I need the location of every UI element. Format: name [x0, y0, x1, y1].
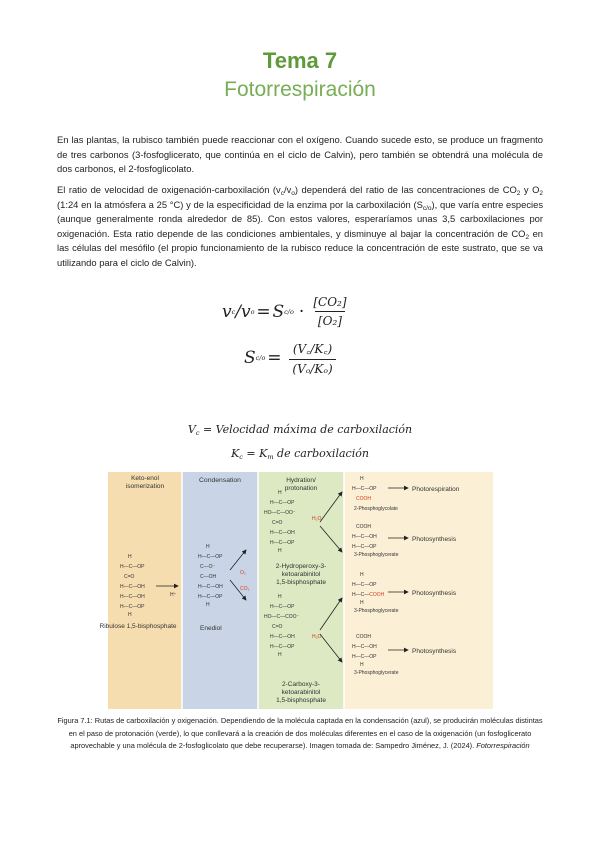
svg-text:H—C—OH: H—C—OH [270, 530, 295, 536]
svg-text:H—C—OH: H—C—OH [120, 584, 145, 590]
svg-text:H—C—OP: H—C—OP [270, 604, 295, 610]
svg-text:C—OH: C—OH [200, 574, 217, 580]
label-hydroperoxy-1: 2-Hydroperoxy-3- [275, 563, 327, 570]
svg-text:H: H [206, 544, 210, 550]
label-rubp: Ribulose 1,5-bisphosphate [99, 623, 177, 630]
header-hydration: Hydration/ protonation [284, 477, 318, 492]
co2-label: CO₂ [240, 586, 250, 592]
def2-mid: = K [242, 447, 268, 460]
caption-text: Figura 7.1: Rutas de carboxilación y oxigenación. Dependiendo de la molécula captada en la condensación (azul), se producirán moléculas distintas en el paso de protonación (verde), lo que conllevará a la creación de dos moléculas diferentes en el caso de la oxigenación (un fosfoglicerato aprovechable y una molécula de 2-fosfoglicolato que debe recuperarse). Imagen tomada de: Sampedro Jiménez, J. (2024). [57, 716, 543, 750]
o2-label: O₂ [240, 570, 246, 576]
p2-vc: v [276, 184, 281, 195]
definition-kc [0, 447, 600, 460]
svg-text:HO—C—COO⁻: HO—C—COO⁻ [264, 614, 300, 620]
equation-specificity: S c/o = $\frac{(V꜀/K꜀)}{\text{(Vₒ/Kₒ)}}$ [244, 340, 336, 376]
svg-text:COOH: COOH [356, 634, 371, 640]
p2-co2b-sub: 2 [525, 233, 530, 241]
svg-text:H: H [360, 600, 364, 606]
label-pglycerate-3: 3-Phosphoglycerate [354, 670, 399, 676]
outcome-photosynthesis-2: Photosynthesis [412, 590, 457, 597]
figure-caption [57, 715, 543, 753]
def2-text: de carboxilación [273, 447, 369, 460]
eq2-equals: = [267, 348, 282, 368]
eq1-fraction [310, 295, 349, 328]
def2-sub: c [239, 453, 243, 461]
caption-source: Fotorrespiración [476, 741, 530, 750]
svg-text:H: H [360, 662, 364, 668]
def1-sub: c [195, 429, 200, 437]
p2-text-3: y O [520, 184, 540, 195]
svg-text:C=O: C=O [124, 574, 135, 580]
figure-rubisco-pathways [99, 472, 493, 709]
svg-text:HO—C—OO⁻: HO—C—OO⁻ [264, 510, 296, 516]
paragraph-ratio [57, 183, 543, 271]
svg-text:H: H [128, 554, 132, 560]
label-pglycerate-1: 3-Phosphoglycerate [354, 552, 399, 558]
eq2-fraction [289, 340, 335, 376]
outcome-photorespiration: Photorespiration [412, 486, 460, 493]
svg-text:H—C—OH: H—C—OH [352, 644, 377, 650]
label-carboxy-3: 1,5-bisphosphate [276, 697, 326, 704]
outcome-photosynthesis-1: Photosynthesis [412, 536, 457, 543]
svg-text:H—C—OP: H—C—OP [120, 604, 145, 610]
rubp-structure [120, 554, 145, 618]
eq1-denominator: [O₂] [315, 311, 345, 328]
svg-text:H—C—OP: H—C—OP [198, 594, 223, 600]
p2-co2-sub: 2 [516, 190, 521, 197]
equation-velocity-ratio: v c /v o = S c/o · $\frac{\text{[CO₂]}}{\text{[O₂]}}$ [222, 295, 350, 328]
svg-text:H: H [278, 490, 282, 496]
eq2-denominator: (Vₒ/Kₒ) [289, 359, 335, 376]
svg-text:C=O: C=O [272, 624, 283, 630]
svg-text:H: H [206, 602, 210, 608]
svg-text:H—C—OP: H—C—OP [270, 500, 295, 506]
p2-vo-sub: o [291, 190, 295, 197]
eq1-s: S [272, 301, 285, 322]
svg-text:C—O⁻: C—O⁻ [200, 564, 216, 570]
def1-symbol: V [187, 423, 196, 436]
page-title: Tema 7 [262, 48, 338, 73]
p2-slash: / [283, 184, 287, 195]
eq1-slash-v: /v [235, 301, 251, 322]
eq1-v: v [222, 301, 232, 322]
svg-text:H—C—OP: H—C—OP [352, 544, 377, 550]
svg-text:H: H [360, 572, 364, 578]
def1-text: = Velocidad máxima de carboxilación [199, 423, 413, 436]
p2-text-4: (1:24 en la atmósfera a 25 °C) y de la especificidad de la enzima por la carboxilación (S [57, 198, 423, 210]
svg-text:COOH: COOH [356, 524, 371, 530]
svg-text:H—C—OH: H—C—OH [120, 594, 145, 600]
svg-text:H—C—COOH: H—C—COOH [352, 592, 385, 598]
label-pglycerate-2: 3-Phosphoglycerate [354, 608, 399, 614]
header-condensation: Condensation [199, 477, 241, 484]
h2o-label-b: H₂O [312, 634, 322, 640]
svg-text:H: H [278, 548, 282, 554]
keto-panel [108, 472, 182, 709]
svg-text:H—C—OP: H—C—OP [120, 564, 145, 570]
svg-text:H—C—OP: H—C—OP [352, 654, 377, 660]
paragraph-intro: En las plantas, la rubisco también puede reaccionar con el oxígeno. Cuando sucede esto, se produce un fragmento de tres carbonos (3-fosfoglicerato, que continúa en el ciclo de Calvin), pero también se obtendrá una molécula de dos carbonos, el 2-fosfoglicolato. [57, 134, 543, 175]
definition-vc [0, 423, 600, 436]
hplus-label: H⁺ [170, 592, 177, 598]
label-carboxy-2: ketoarabinitol [281, 689, 321, 696]
p2-vo: v [286, 184, 292, 195]
page-subtitle: Fotorrespiración [224, 78, 376, 101]
svg-text:H: H [278, 594, 282, 600]
svg-text:H: H [278, 652, 282, 658]
def2-symbol: K [231, 447, 240, 460]
p2-text-2: ) dependerá del ratio de las concentraciones de CO [294, 184, 517, 195]
svg-text:H—C—OP: H—C—OP [270, 644, 295, 650]
p2-text-6: en las células del mesófilo (el propio funcionamiento de la rubisco reduce la concentración de este sustrato, que se va utilizando para el ciclo de Calvin). [57, 227, 543, 268]
label-hydroperoxy-2: ketoarabinitol [281, 571, 321, 578]
hydration-panel [258, 472, 344, 709]
def2-sub2: m [267, 453, 274, 461]
label-hydroperoxy-3: 1,5-bisphosphate [276, 579, 326, 586]
eq1-numerator: [CO₂] [313, 295, 347, 309]
header-keto: Keto-enol isomerization [125, 475, 165, 490]
svg-text:H: H [360, 476, 364, 482]
eq2-numerator: (V꜀/K꜀) [292, 342, 333, 356]
label-pglycolate: 2-Phosphoglycolate [354, 506, 398, 512]
p2-o2-sub: 2 [539, 190, 543, 197]
eq1-dot: · [298, 301, 305, 322]
outcome-photosynthesis-3: Photosynthesis [412, 648, 457, 655]
eq1-equals: = [256, 301, 271, 322]
label-enediol: Enediol [200, 625, 222, 632]
svg-text:H—C—OP: H—C—OP [270, 540, 295, 546]
svg-text:H—C—OP: H—C—OP [198, 554, 223, 560]
p2-vc-sub: c [280, 190, 284, 197]
p2-sco-sub: c/o [422, 204, 432, 212]
svg-text:H—C—OH: H—C—OH [352, 534, 377, 540]
svg-text:H—C—OP: H—C—OP [352, 582, 377, 588]
label-carboxy-1: 2-Carboxy-3- [282, 681, 320, 688]
svg-text:H—C—OH: H—C—OH [198, 584, 223, 590]
h2o-label-a: H₂O [312, 516, 322, 522]
svg-text:H—C—OP: H—C—OP [352, 486, 377, 492]
p2-text-1: El ratio de velocidad de oxigenación-carboxilación ( [57, 184, 277, 195]
p2-text-5: ), que varía entre especies (aunque generalmente ronda alrededor de 85). Con estos valores, esperaríamos unas 3,5 carboxilaciones por oxigenación. Esta ratio depende de las condiciones ambientales, y disminuye al bajar la concentración de CO [57, 198, 544, 239]
svg-text:C=O: C=O [272, 520, 283, 526]
svg-text:COOH: COOH [356, 496, 371, 502]
eq2-s: S [244, 348, 256, 368]
svg-text:H—C—OH: H—C—OH [270, 634, 295, 640]
svg-text:H: H [128, 612, 132, 618]
